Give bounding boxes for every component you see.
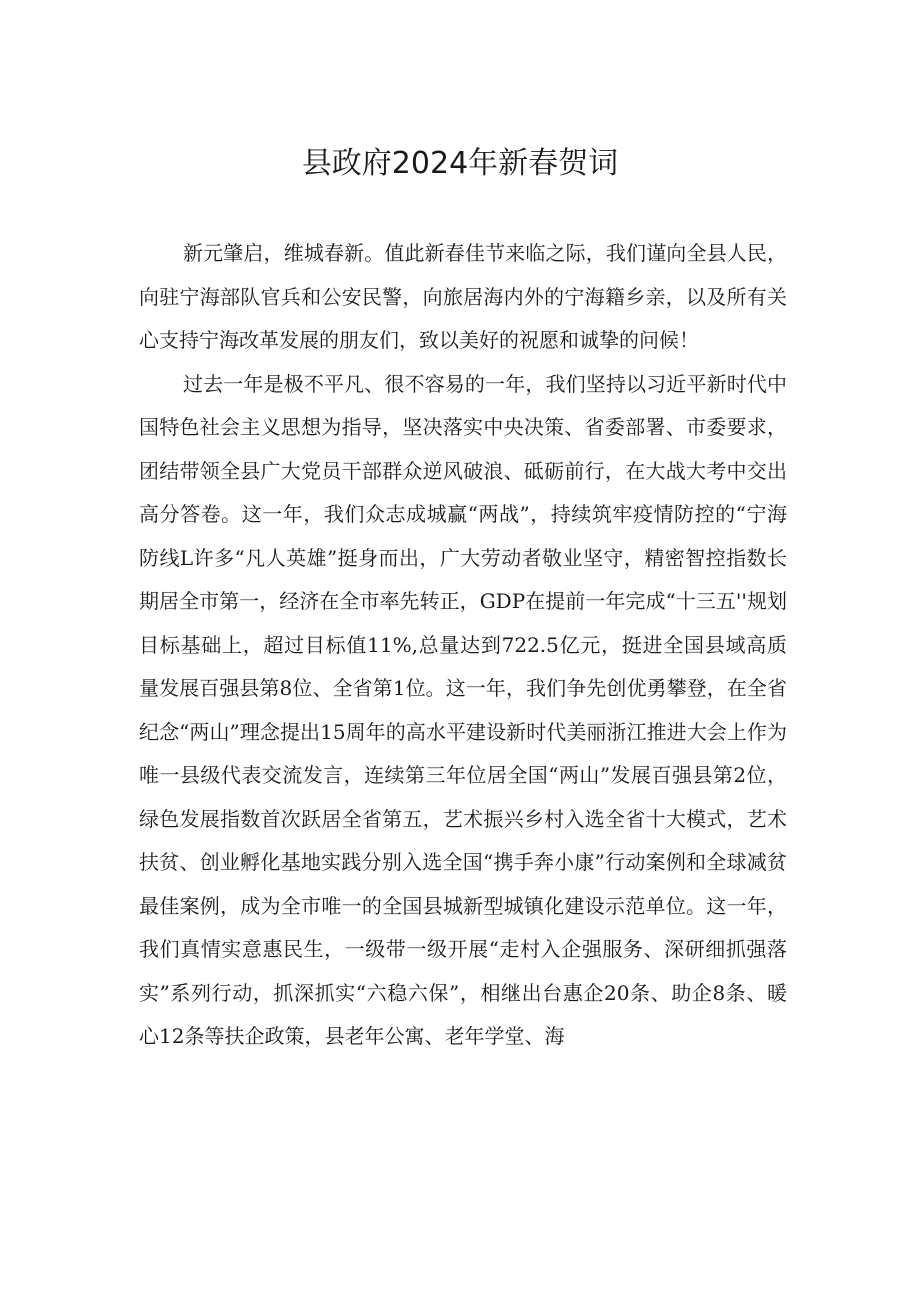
document-title: 县政府2024年新春贺词	[301, 146, 619, 181]
paragraph-greeting: 新元肇启，维城春新。值此新春佳节来临之际，我们谨向全县人民，向驻宁海部队官兵和公安民警，向旅居海内外的宁海籍乡亲，以及所有关心支持宁海改革发展的朋友们，致以美好的祝愿和诚挚的问候！	[139, 241, 787, 352]
document-body	[139, 232, 787, 1059]
paragraph-review: 过去一年是极不平凡、很不容易的一年，我们坚持以习近平新时代中国特色社会主义思想为指导，坚决落实中央决策、省委部署、市委要求，团结带领全县广大党员干部群众逆风破浪、砥砺前行，在大战大考中交出高分答卷。这一年，我们众志成城赢“两战”，持续筑牢疫情防控的“宁海防线L许多“凡人英雄”挺身而出，广大劳动者敬业坚守，精密智控指数长期居全市第一，经济在全市率先转正，GDP在提前一年完成“十三五''规划目标基础上，超过目标值11%,总量达到722.5亿元，挺进全国县域高质量发展百强县第8位、全省第1位。这一年，我们争先创优勇攀登，在全省纪念“两山”理念提出15周年的高水平建设新时代美丽浙江推进大会上作为唯一县级代表交流发言，连续第三年位居全国“两山”发展百强县第2位，绿色发展指数首次跃居全省第五，艺术振兴乡村入选全省十大模式，艺术扶贫、创业孵化基地实践分别入选全国“携手奔小康”行动案例和全球减贫最佳案例，成为全市唯一的全国县城新型城镇化建设示范单位。这一年，我们真情实意惠民生，一级带一级开展“走村入企强服务、深研细抓强落实”系列行动，抓深抓实“六稳六保”，相继出台惠企20条、助企8条、暖心12条等扶企政策，县老年公寓、老年学堂、海	[139, 371, 787, 1048]
